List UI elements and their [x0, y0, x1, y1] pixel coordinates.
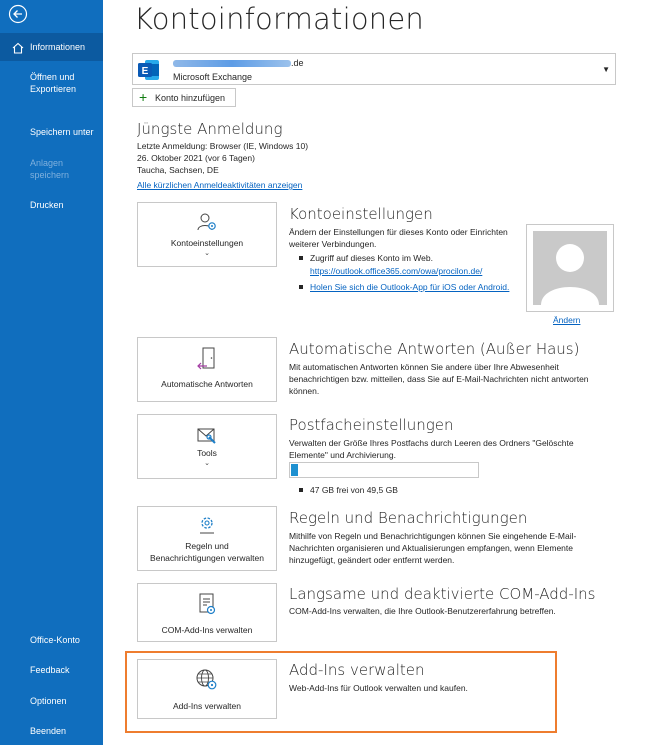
owa-bullet: Zugriff auf dieses Konto im Web. [310, 253, 433, 263]
nav-label: Öffnen und Exportieren [30, 72, 77, 94]
card-label: Tools [197, 448, 217, 458]
card-label: Regeln und [185, 541, 229, 551]
home-icon [11, 41, 25, 55]
globe-settings-icon [195, 668, 219, 697]
nav-label: Office-Konto [30, 635, 80, 645]
nav-informationen[interactable] [0, 33, 103, 61]
rules-gear-icon [196, 513, 218, 540]
mailbox-desc: Elemente" und Archivierung. [289, 450, 396, 460]
door-arrow-icon [196, 346, 218, 377]
backstage-sidebar [0, 0, 103, 745]
redacted-email [173, 60, 291, 67]
recent-signin-title: Jüngste Anmeldung [137, 120, 283, 138]
addins-desc: Web-Add-Ins für Outlook verwalten und kaufen. [289, 683, 468, 693]
nav-label: Anlagen speichern [30, 158, 70, 180]
mailbox-usage-bar [289, 462, 479, 478]
nav-label: Informationen [30, 42, 86, 52]
recent-signin-line: Letzte Anmeldung: Browser (IE, Windows 10) [137, 141, 309, 151]
auto-replies-desc: können. [289, 386, 320, 396]
rules-desc: Nachrichten organisieren und Aktualisierungen empfangen, wenn Elemente [289, 543, 573, 553]
page-title: Kontoinformationen [134, 2, 425, 36]
auto-replies-desc: Mit automatischen Antworten können Sie andere über Ihre Abwesenheit [289, 362, 559, 372]
nav-label: Feedback [30, 665, 70, 675]
addins-title: Add-Ins verwalten [289, 661, 425, 679]
mailbox-usage-text: 47 GB frei von 49,5 GB [310, 485, 398, 495]
card-label: Benachrichtigungen verwalten [150, 553, 264, 563]
mailbox-title: Postfacheinstellungen [289, 416, 454, 434]
nav-oeffnen-exportieren[interactable] [0, 70, 103, 96]
card-label: Kontoeinstellungen [170, 238, 244, 248]
auto-replies-card[interactable] [137, 337, 277, 402]
nav-feedback[interactable] [0, 664, 103, 678]
owa-link[interactable]: https://outlook.office365.com/owa/procilon.de/ [310, 266, 483, 276]
chevron-down-icon: ⌄ [204, 250, 210, 257]
back-arrow-icon[interactable] [8, 4, 28, 24]
card-label: COM-Add-Ins verwalten [161, 625, 253, 635]
nav-beenden[interactable] [0, 725, 103, 739]
account-settings-card[interactable] [137, 202, 277, 267]
rules-card[interactable] [137, 506, 277, 571]
nav-optionen[interactable] [0, 695, 103, 709]
add-account-label: Konto hinzufügen [155, 93, 226, 103]
card-label: Automatische Antworten [161, 379, 253, 389]
nav-office-konto[interactable] [0, 634, 103, 648]
main-content [103, 0, 647, 745]
mailbox-desc: Verwalten der Größe Ihres Postfachs durch Leeren des Ordners "Gelöschte [289, 438, 574, 448]
mobile-app-link[interactable]: Holen Sie sich die Outlook-App für iOS oder Android. [310, 282, 510, 292]
recent-activity-link[interactable]: Alle kürzlichen Anmeldeaktivitäten anzeigen [137, 180, 303, 190]
account-settings-desc: Ändern der Einstellungen für dieses Konto oder Einrichten [289, 227, 508, 237]
tools-card[interactable] [137, 414, 277, 479]
account-selector[interactable] [132, 53, 616, 85]
nav-speichern-unter[interactable] [0, 125, 103, 139]
auto-replies-title: Automatische Antworten (Außer Haus) [289, 340, 580, 358]
nav-label: Beenden [30, 726, 67, 736]
person-settings-icon [196, 211, 218, 238]
rules-desc: Mithilfe von Regeln und Benachrichtigungen können Sie eingehende E-Mail- [289, 531, 577, 541]
card-label: Add-Ins verwalten [172, 701, 242, 711]
avatar [533, 231, 607, 305]
nav-label: Speichern unter [30, 127, 94, 137]
caret-down-icon: ▼ [602, 65, 610, 74]
recent-signin-line: Taucha, Sachsen, DE [137, 165, 219, 175]
usage-fill [291, 464, 298, 476]
chevron-down-icon: ⌄ [204, 460, 210, 467]
account-settings-title: Kontoeinstellungen [289, 205, 433, 223]
nav-label: Drucken [30, 200, 64, 210]
account-email [173, 58, 304, 68]
svg-text:E: E [141, 66, 149, 77]
exchange-icon [137, 58, 161, 82]
com-addins-title: Langsame und deaktivierte COM-Add-Ins [289, 585, 596, 603]
profile-photo [526, 224, 614, 312]
change-photo-link[interactable]: Ändern [553, 315, 581, 325]
nav-drucken[interactable] [0, 199, 103, 213]
account-settings-desc: weiterer Verbindungen. [289, 239, 377, 249]
recent-signin-line: 26. Oktober 2021 (vor 6 Tagen) [137, 153, 255, 163]
nav-label: Optionen [30, 696, 67, 706]
manage-addins-card[interactable] [137, 659, 277, 719]
email-suffix: .de [291, 58, 304, 68]
com-addin-icon [196, 592, 218, 621]
account-type: Microsoft Exchange [173, 72, 253, 82]
plus-icon: + [139, 89, 148, 105]
com-addins-desc: COM-Add-Ins verwalten, die Ihre Outlook-Benutzererfahrung betreffen. [289, 606, 556, 616]
com-addins-card[interactable] [137, 583, 277, 642]
rules-desc: hinzugefügt, geändert oder entfernt werden. [289, 555, 455, 565]
add-account-button[interactable] [132, 88, 236, 107]
rules-title: Regeln und Benachrichtigungen [289, 509, 528, 527]
nav-anlagen-speichern [0, 157, 103, 183]
auto-replies-desc: benachrichtigen bzw. mitteilen, dass Sie auf E-Mail-Nachrichten nicht antworten [289, 374, 589, 384]
